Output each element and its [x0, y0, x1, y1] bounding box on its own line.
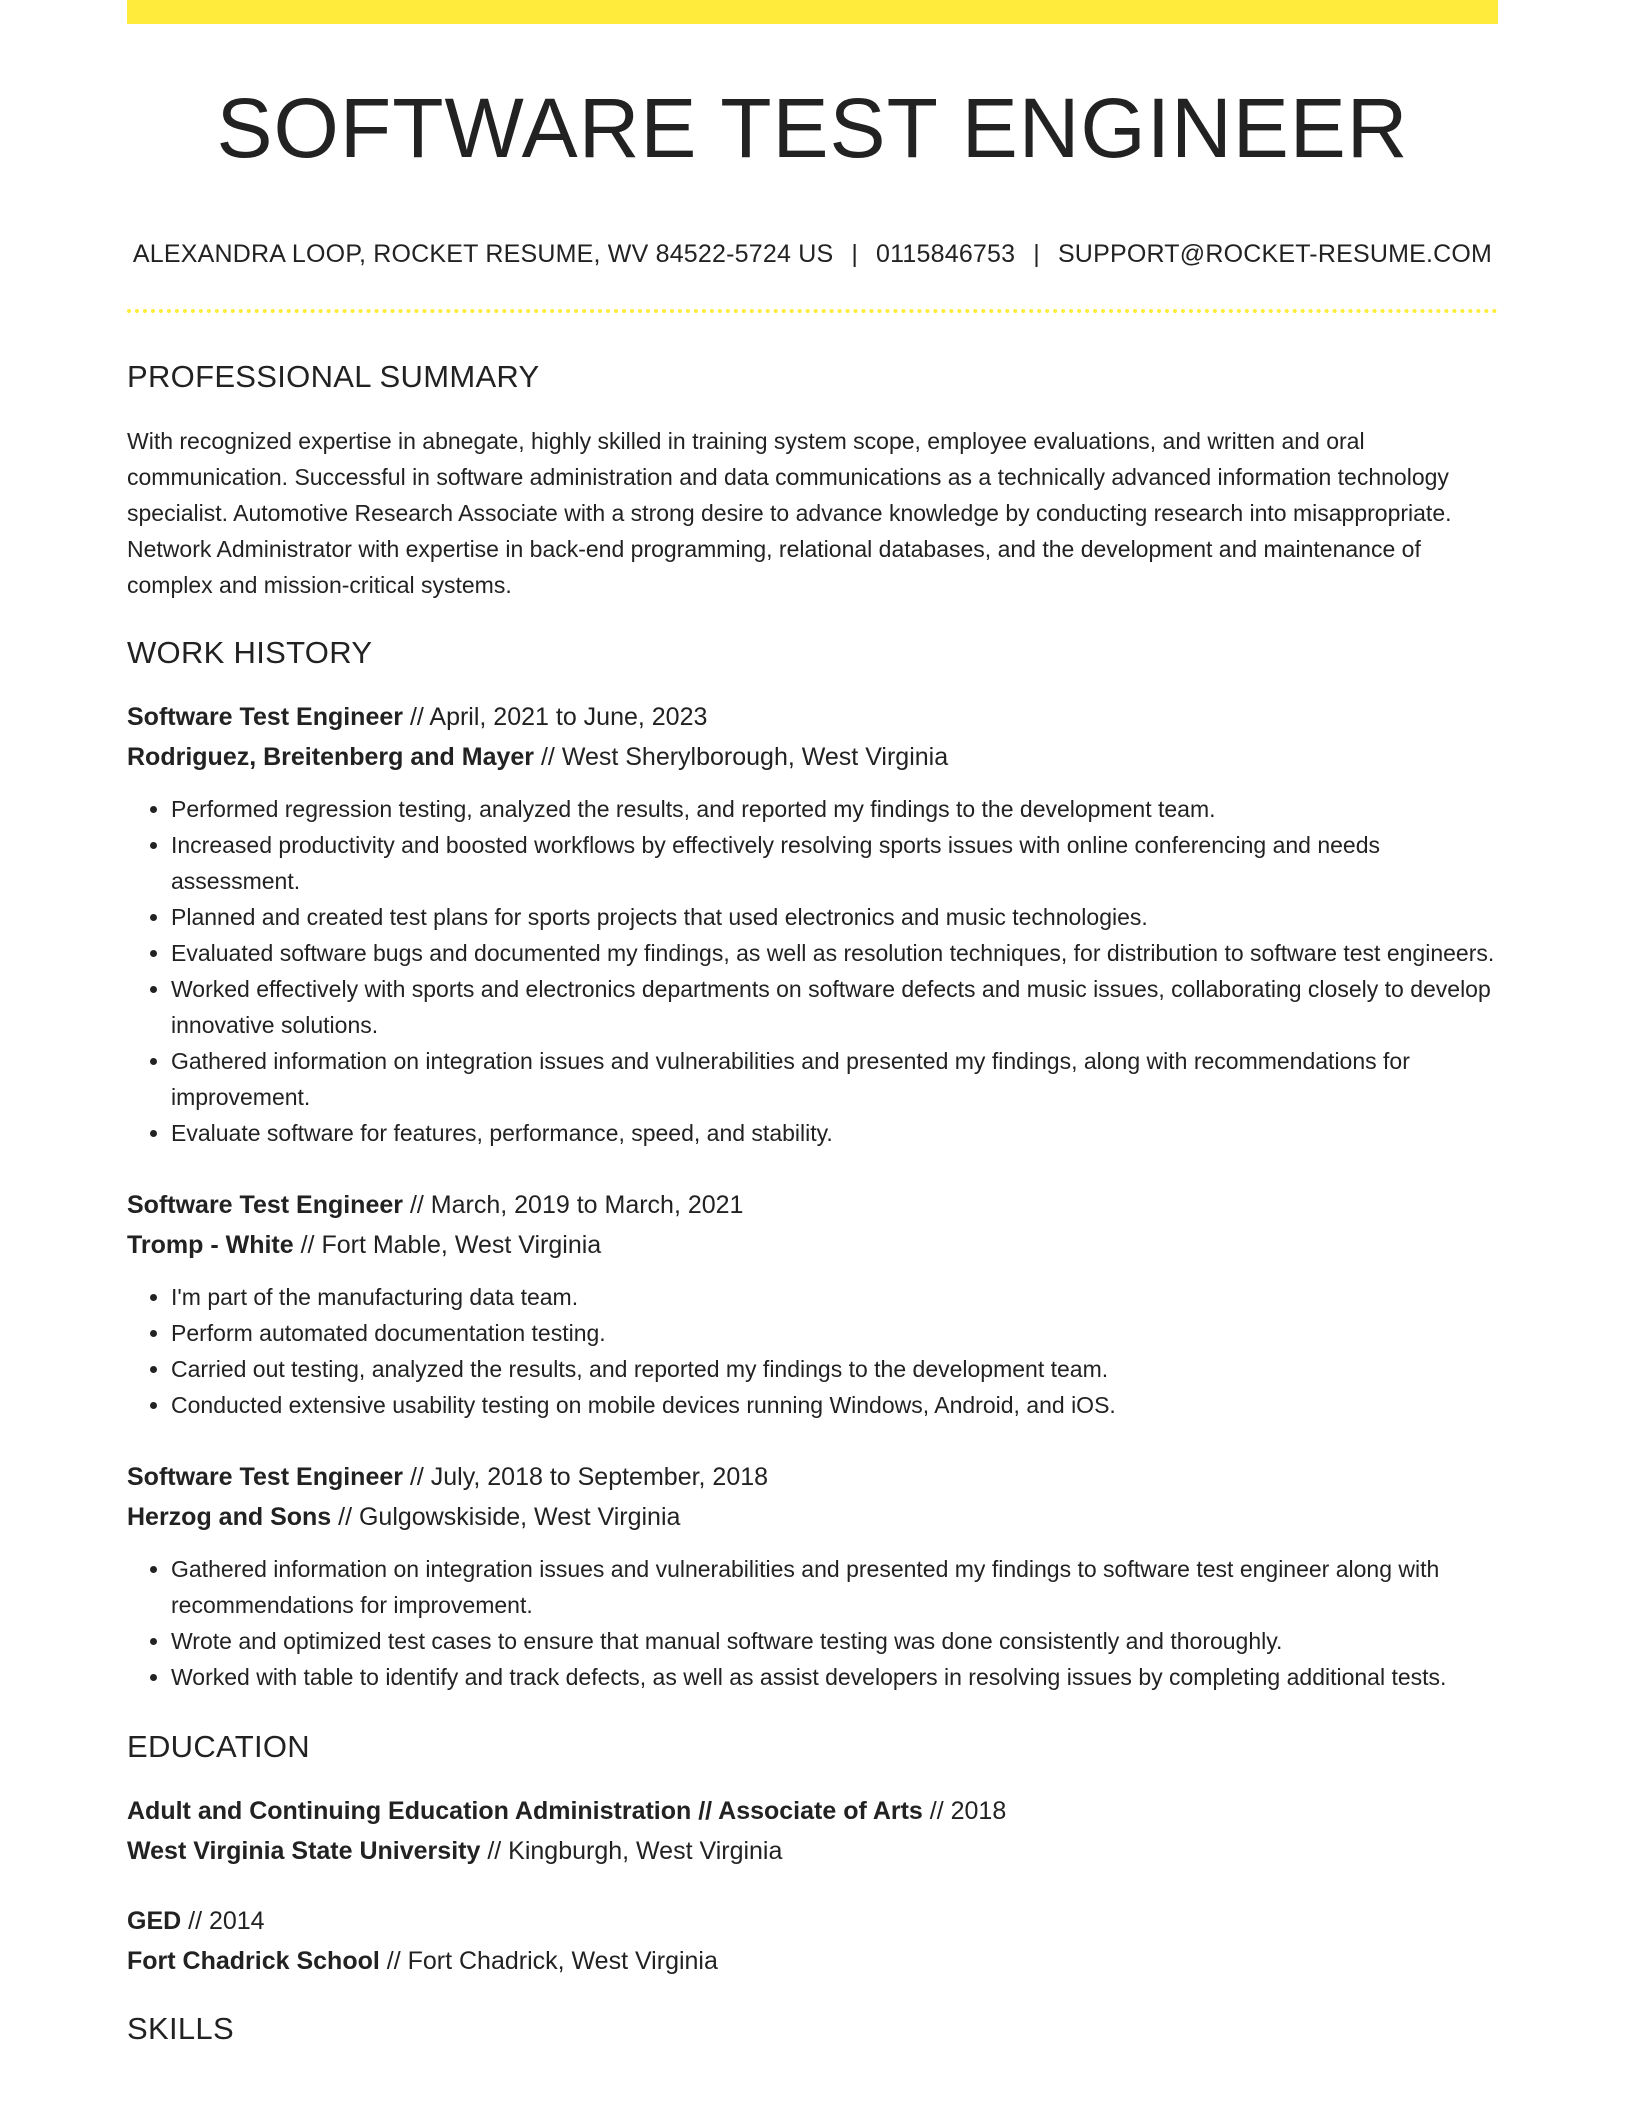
list-item: • Gathered information on integration issues and vulnerabilities and presented my findings to software test engineer along with recommendations for improvement. [171, 1551, 1498, 1623]
education-degree-line [127, 1791, 1498, 1831]
education-location: // Fort Chadrick, West Virginia [379, 1947, 718, 1975]
job-dates: // April, 2021 to June, 2023 [403, 703, 708, 731]
job-company-line [127, 1225, 1498, 1265]
job-company-line [127, 737, 1498, 777]
education-school-line [127, 1941, 1498, 1981]
education-entry [127, 1791, 1498, 1871]
list-item: • Conducted extensive usability testing on mobile devices running Windows, Android, and iOS. [171, 1387, 1498, 1423]
job-bullets [127, 1551, 1498, 1695]
contact-line [127, 240, 1498, 269]
job-company: Tromp - White [127, 1231, 294, 1259]
dotted-divider [127, 309, 1498, 313]
list-item: • Wrote and optimized test cases to ensure that manual software testing was done consistently and thoroughly. [171, 1623, 1498, 1659]
job-entry [127, 1457, 1498, 1695]
job-bullets [127, 791, 1498, 1151]
work-history-heading: WORK HISTORY [127, 635, 373, 670]
job-bullets [127, 1279, 1498, 1423]
resume-page [127, 0, 1498, 2047]
job-company: Herzog and Sons [127, 1503, 332, 1531]
education-degree: GED [127, 1907, 182, 1935]
job-dates: // March, 2019 to March, 2021 [403, 1191, 744, 1219]
contact-phone: 0115846753 [876, 240, 1016, 268]
education-year: // 2014 [181, 1907, 265, 1935]
summary-heading: PROFESSIONAL SUMMARY [127, 359, 540, 394]
job-title-line [127, 1457, 1498, 1497]
contact-separator: | [851, 240, 859, 268]
education-entry [127, 1901, 1498, 1981]
job-entry [127, 1185, 1498, 1423]
job-title: Software Test Engineer [127, 1463, 403, 1491]
education-heading: EDUCATION [127, 1729, 310, 1764]
job-company-line [127, 1497, 1498, 1537]
list-item: • I'm part of the manufacturing data team. [171, 1279, 1498, 1315]
job-location: // Fort Mable, West Virginia [293, 1231, 602, 1259]
contact-address: ALEXANDRA LOOP, ROCKET RESUME, WV 84522-5724 US [132, 240, 834, 268]
list-item: • Carried out testing, analyzed the results, and reported my findings to the development team. [171, 1351, 1498, 1387]
contact-separator: | [1033, 240, 1040, 268]
list-item: • Worked effectively with sports and electronics departments on software defects and music issues, collaborating closely to develop innovative solutions. [171, 971, 1498, 1043]
education-location: // Kingburgh, West Virginia [480, 1837, 783, 1865]
page-title: SOFTWARE TEST ENGINEER [216, 81, 1409, 175]
list-item: • Increased productivity and boosted workflows by effectively resolving sports issues with online conferencing and needs assessment. [171, 827, 1498, 899]
education-school: West Virginia State University [127, 1837, 481, 1865]
job-entry [127, 697, 1498, 1151]
job-company: Rodriguez, Breitenberg and Mayer [127, 743, 535, 771]
job-title: Software Test Engineer [127, 703, 403, 731]
job-title: Software Test Engineer [127, 1191, 403, 1219]
education-year: // 2018 [922, 1797, 1007, 1825]
summary-text: With recognized expertise in abnegate, highly skilled in training system scope, employee evaluations, and written and oral communication. Successful in software administration and data communications as a technically advanced information technology specialist. Automotive Research Associate with a strong desire to advance knowledge by conducting research into misappropriate. Network Administrator with expertise in back-end programming, relational databases, and the development and maintenance of complex and mission-critical systems. [127, 428, 1452, 598]
list-item: • Performed regression testing, analyzed the results, and reported my findings to the development team. [171, 791, 1498, 827]
education-school: Fort Chadrick School [127, 1947, 380, 1975]
list-item: • Worked with table to identify and track defects, as well as assist developers in resolving issues by completing additional tests. [171, 1659, 1498, 1695]
job-title-line [127, 1185, 1498, 1225]
job-dates: // July, 2018 to September, 2018 [403, 1463, 769, 1491]
job-location: // Gulgowskiside, West Virginia [331, 1503, 681, 1531]
skills-heading: SKILLS [127, 2011, 234, 2046]
job-title-line [127, 697, 1498, 737]
contact-email: SUPPORT@ROCKET-RESUME.COM [1057, 240, 1493, 268]
list-item: • Gathered information on integration issues and vulnerabilities and presented my findings, along with recommendations for improvement. [171, 1043, 1498, 1115]
education-degree: Adult and Continuing Education Administration // Associate of Arts [127, 1797, 923, 1825]
education-degree-line [127, 1901, 1498, 1941]
job-location: // West Sherylborough, West Virginia [534, 743, 949, 771]
list-item: • Planned and created test plans for sports projects that used electronics and music technologies. [171, 899, 1498, 935]
list-item: • Perform automated documentation testing. [171, 1315, 1498, 1351]
list-item: • Evaluate software for features, performance, speed, and stability. [171, 1115, 1498, 1151]
accent-bar [127, 0, 1498, 24]
list-item: • Evaluated software bugs and documented my findings, as well as resolution techniques, for distribution to software test engineers. [171, 935, 1498, 971]
education-school-line [127, 1831, 1498, 1871]
